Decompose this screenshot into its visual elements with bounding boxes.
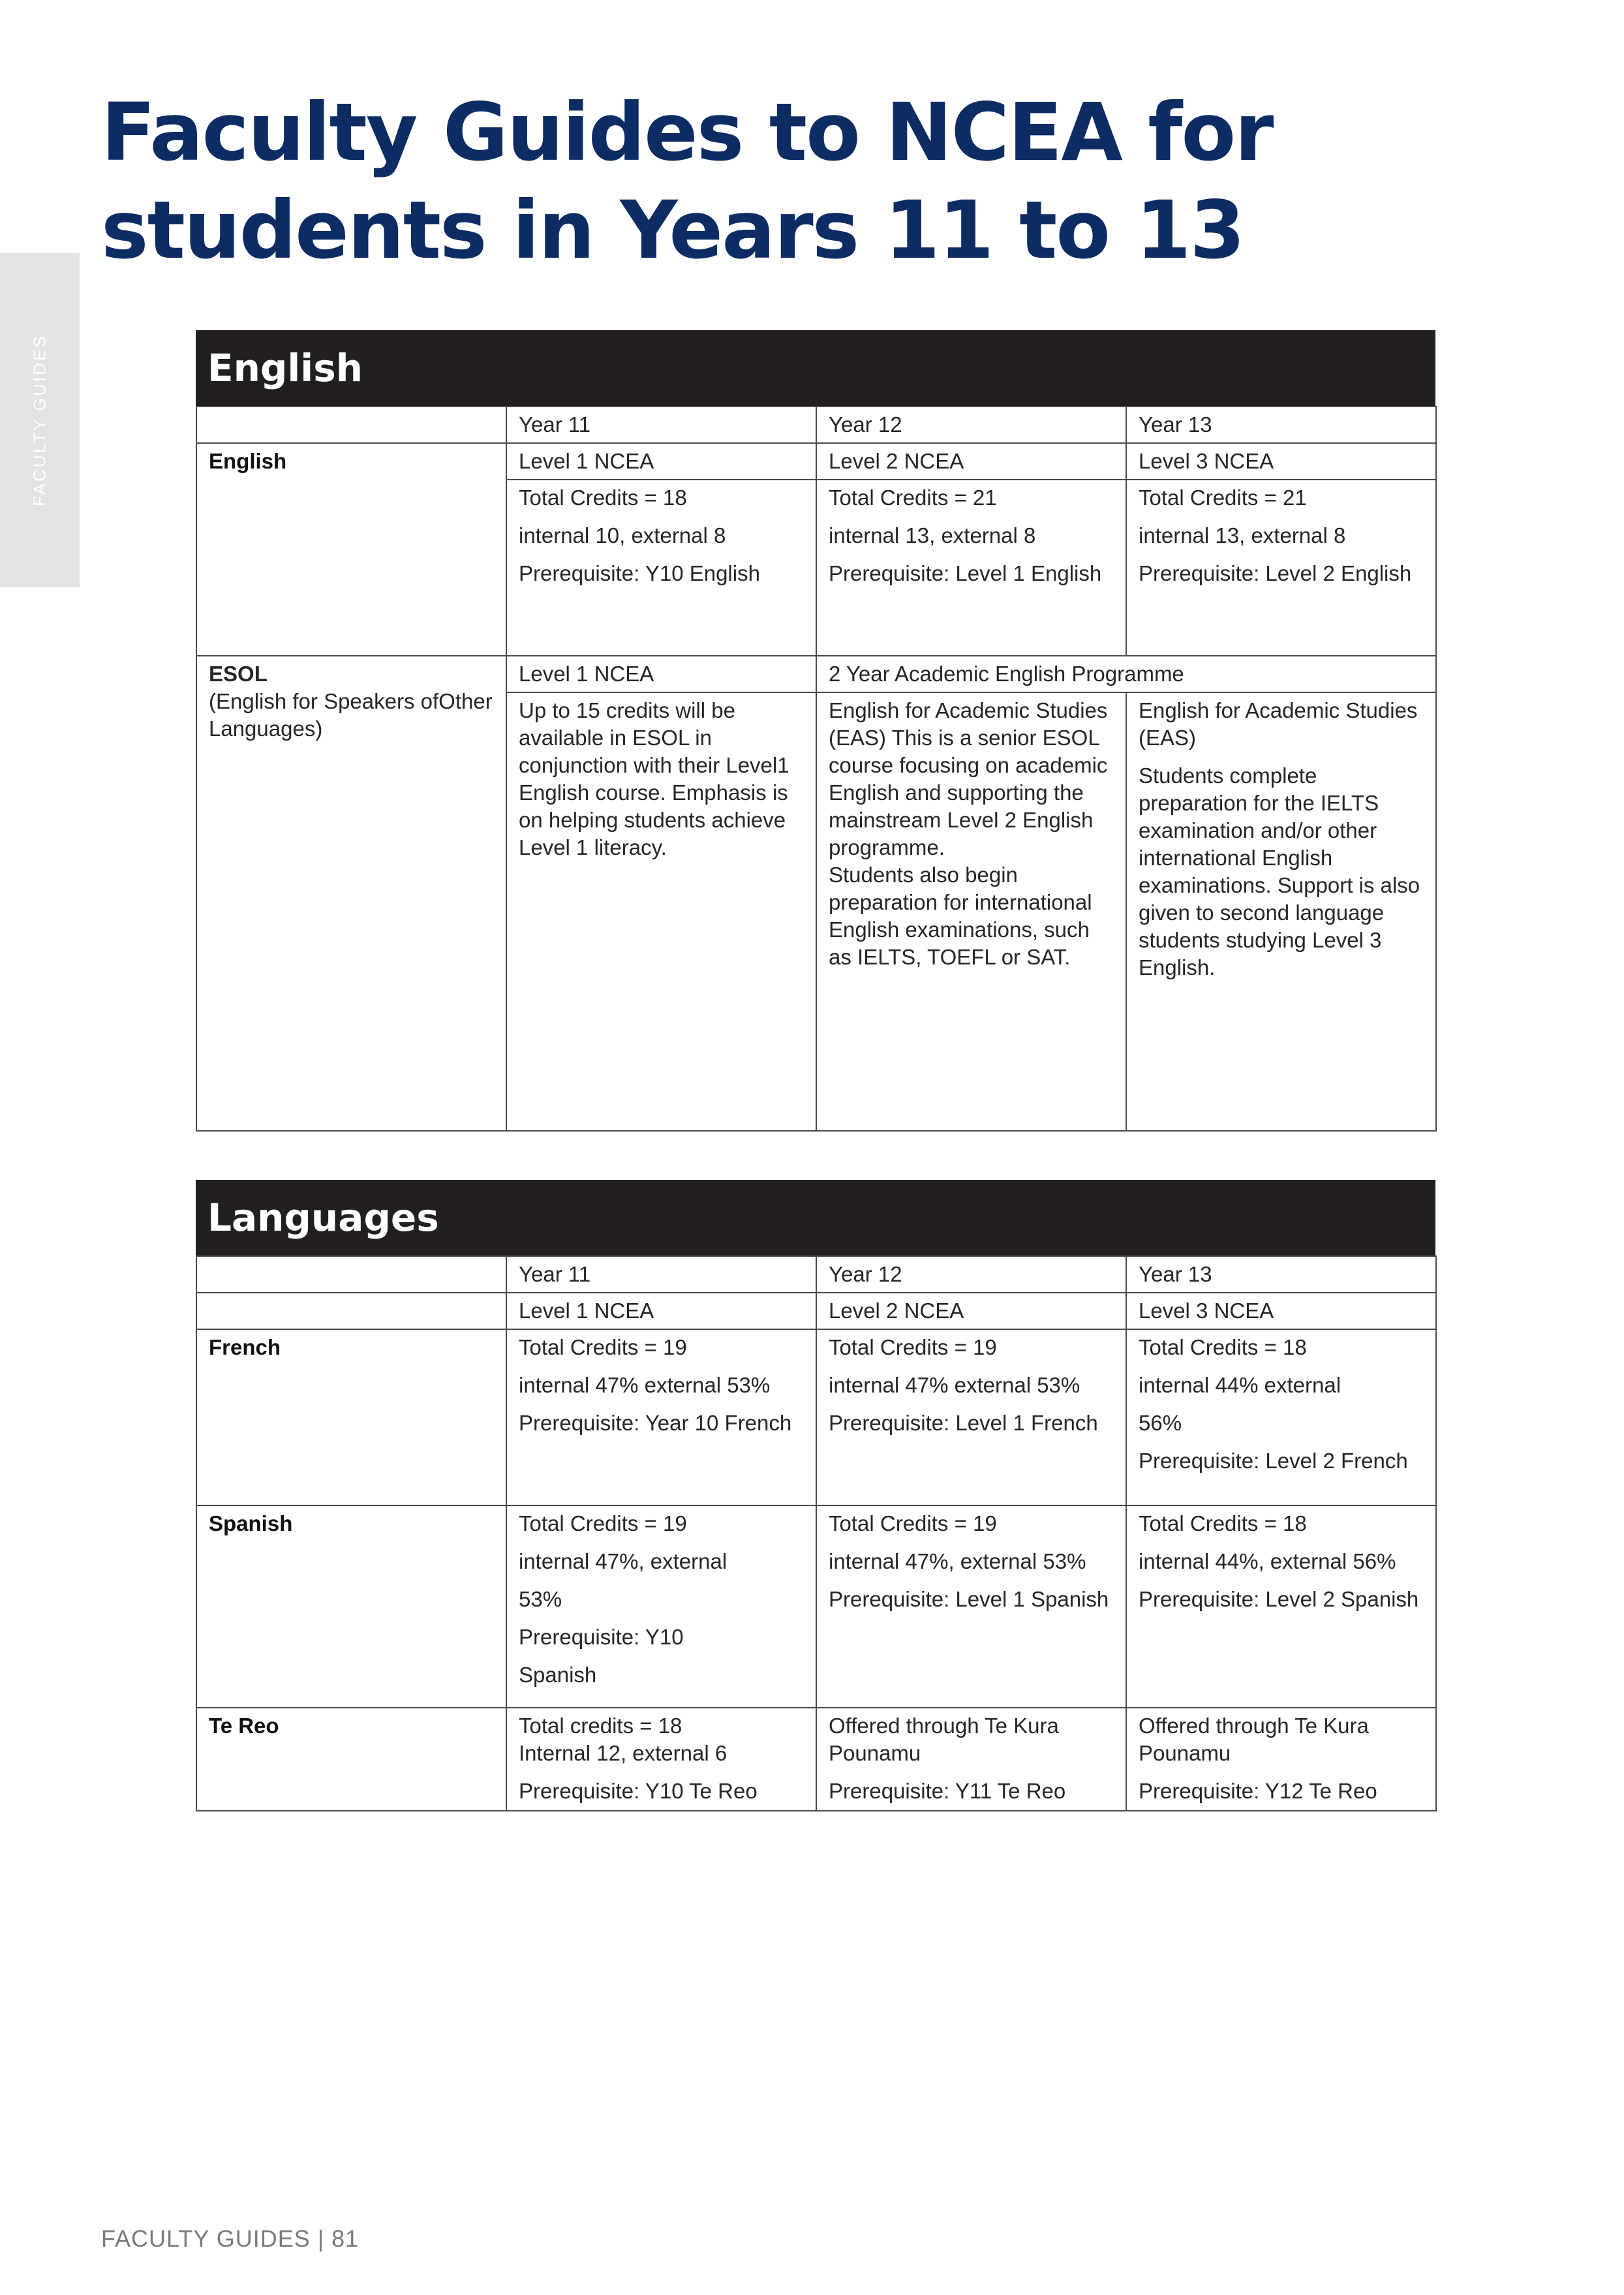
cell-line: internal 47%, external [519, 1549, 728, 1573]
cell-line: Prerequisite: Level 1 Spanish [829, 1587, 1109, 1611]
cell-line: internal 47% external 53% [829, 1373, 1080, 1397]
english-y13-details [1126, 480, 1436, 656]
english-table [196, 406, 1437, 1132]
table-row [196, 1256, 1436, 1293]
languages-table [196, 1255, 1437, 1811]
cell-line: internal 47%, external 53% [829, 1549, 1086, 1573]
cell-line: Total Credits = 19 [829, 1335, 997, 1359]
english-y12-details [816, 480, 1126, 656]
page-title-line-2: students in Years 11 to 13 [101, 184, 1244, 277]
spanish-y13-details [1126, 1505, 1436, 1708]
page-title [101, 84, 1406, 279]
table-cell [196, 1293, 506, 1329]
cell-line: Prerequisite: Y10 Te Reo [519, 1779, 758, 1803]
cell-line: Prerequisite: Y12 Te Reo [1139, 1779, 1377, 1803]
cell-line: Total Credits = 19 [519, 1511, 687, 1535]
level-cell: Level 1 NCEA [506, 656, 816, 692]
table-row [196, 656, 1436, 692]
esol-y12-text-2: Students also begin preparation for international English examinations, such as IELTS, TOEFL or SAT. [829, 863, 1092, 969]
esol-y13-details [1126, 692, 1436, 1131]
page-title-line-1: Faculty Guides to NCEA for [101, 86, 1273, 179]
level-cell: Level 3 NCEA [1126, 443, 1436, 480]
subject-esol-note: (English for Speakers ofOther Languages) [209, 689, 493, 741]
cell-line: Total Credits = 18 [1139, 1335, 1307, 1359]
esol-y11-details [506, 692, 816, 1131]
subject-spanish: Spanish [196, 1505, 506, 1708]
level-cell: Level 2 NCEA [816, 1293, 1126, 1329]
table-row [196, 407, 1436, 443]
te-reo-y13-details [1126, 1708, 1436, 1811]
cell-line: Total Credits = 19 [519, 1335, 687, 1359]
year-13-header: Year 13 [1126, 1256, 1436, 1293]
year-12-header: Year 12 [816, 407, 1126, 443]
cell-line: Prerequisite: Level 2 Spanish [1139, 1587, 1419, 1611]
cell-line: Total Credits = 19 [829, 1511, 997, 1535]
cell-line: Total credits = 18 [519, 1714, 682, 1738]
spanish-y12-details [816, 1505, 1126, 1708]
table-row [196, 1708, 1436, 1811]
english-section-heading: English [196, 330, 1435, 406]
credits-text: Total Credits = 18 [519, 485, 687, 510]
subject-esol-cell [196, 656, 506, 1131]
table-row [196, 1329, 1436, 1505]
french-y13-details [1126, 1329, 1436, 1505]
table-cell [196, 1256, 506, 1293]
split-text: internal 10, external 8 [519, 523, 726, 547]
cell-line: Prerequisite: Y10 [519, 1625, 684, 1649]
esol-y12-details [816, 692, 1126, 1131]
subject-te-reo: Te Reo [196, 1708, 506, 1811]
cell-line: Prerequisite: Level 2 French [1139, 1449, 1408, 1473]
cell-line: internal 47% external 53% [519, 1373, 771, 1397]
level-cell: Level 3 NCEA [1126, 1293, 1436, 1329]
prereq-text: Prerequisite: Level 2 English [1139, 561, 1412, 585]
table-row [196, 1505, 1436, 1708]
french-y11-details [506, 1329, 816, 1505]
te-reo-y12-details [816, 1708, 1126, 1811]
cell-line: Internal 12, external 6 [519, 1741, 728, 1765]
year-11-header: Year 11 [506, 1256, 816, 1293]
english-section [196, 330, 1435, 1132]
te-reo-y11-details [506, 1708, 816, 1811]
split-text: internal 13, external 8 [829, 523, 1036, 547]
page-footer: FACULTY GUIDES | 81 [101, 2225, 360, 2252]
programme-cell: 2 Year Academic English Programme [816, 656, 1436, 692]
year-13-header: Year 13 [1126, 407, 1436, 443]
cell-line: internal 44% external [1139, 1373, 1341, 1397]
languages-section-heading: Languages [196, 1180, 1435, 1255]
spanish-y11-details [506, 1505, 816, 1708]
year-11-header: Year 11 [506, 407, 816, 443]
level-cell: Level 1 NCEA [506, 1293, 816, 1329]
cell-line: Prerequisite: Y11 Te Reo [829, 1779, 1066, 1803]
esol-y12-text: English for Academic Studies (EAS) This is a senior ESOL course focusing on academic English and supporting the mainstream Level 2 English programme. [829, 698, 1108, 859]
table-row [196, 1293, 1436, 1329]
cell-line: Offered through Te Kura Pounamu [1139, 1714, 1369, 1765]
prereq-text: Prerequisite: Y10 English [519, 561, 760, 585]
credits-text: Total Credits = 21 [1139, 485, 1307, 510]
prereq-text: Prerequisite: Level 1 English [829, 561, 1102, 585]
cell-line: Prerequisite: Year 10 French [519, 1411, 792, 1435]
year-12-header: Year 12 [816, 1256, 1126, 1293]
subject-french: French [196, 1329, 506, 1505]
cell-line: Spanish [519, 1663, 597, 1687]
cell-line: internal 44%, external 56% [1139, 1549, 1396, 1573]
table-cell [196, 407, 506, 443]
level-cell: Level 2 NCEA [816, 443, 1126, 480]
level-cell: Level 1 NCEA [506, 443, 816, 480]
english-y11-details [506, 480, 816, 656]
subject-esol: ESOL [209, 662, 268, 686]
table-row [196, 443, 1436, 480]
languages-section [196, 1180, 1435, 1811]
credits-text: Total Credits = 21 [829, 485, 997, 510]
side-tab-label: FACULTY GUIDES [29, 334, 50, 506]
split-text: internal 13, external 8 [1139, 523, 1346, 547]
esol-y11-text: Up to 15 credits will be available in ESOL in conjunction with their Level1 English course. Emphasis is on helping students achieve Level 1 literacy. [519, 698, 789, 859]
subject-english: English [196, 443, 506, 656]
cell-line: Total Credits = 18 [1139, 1511, 1307, 1535]
cell-line: 53% [519, 1587, 562, 1611]
cell-line: Prerequisite: Level 1 French [829, 1411, 1098, 1435]
cell-line: Offered through Te Kura Pounamu [829, 1714, 1059, 1765]
french-y12-details [816, 1329, 1126, 1505]
esol-y13-title: English for Academic Studies (EAS) [1139, 698, 1418, 750]
cell-line: 56% [1139, 1411, 1182, 1435]
esol-y13-text: Students complete preparation for the IELTS examination and/or other international English examinations. Support is also given to second language students studying Level 3 English. [1139, 763, 1420, 979]
